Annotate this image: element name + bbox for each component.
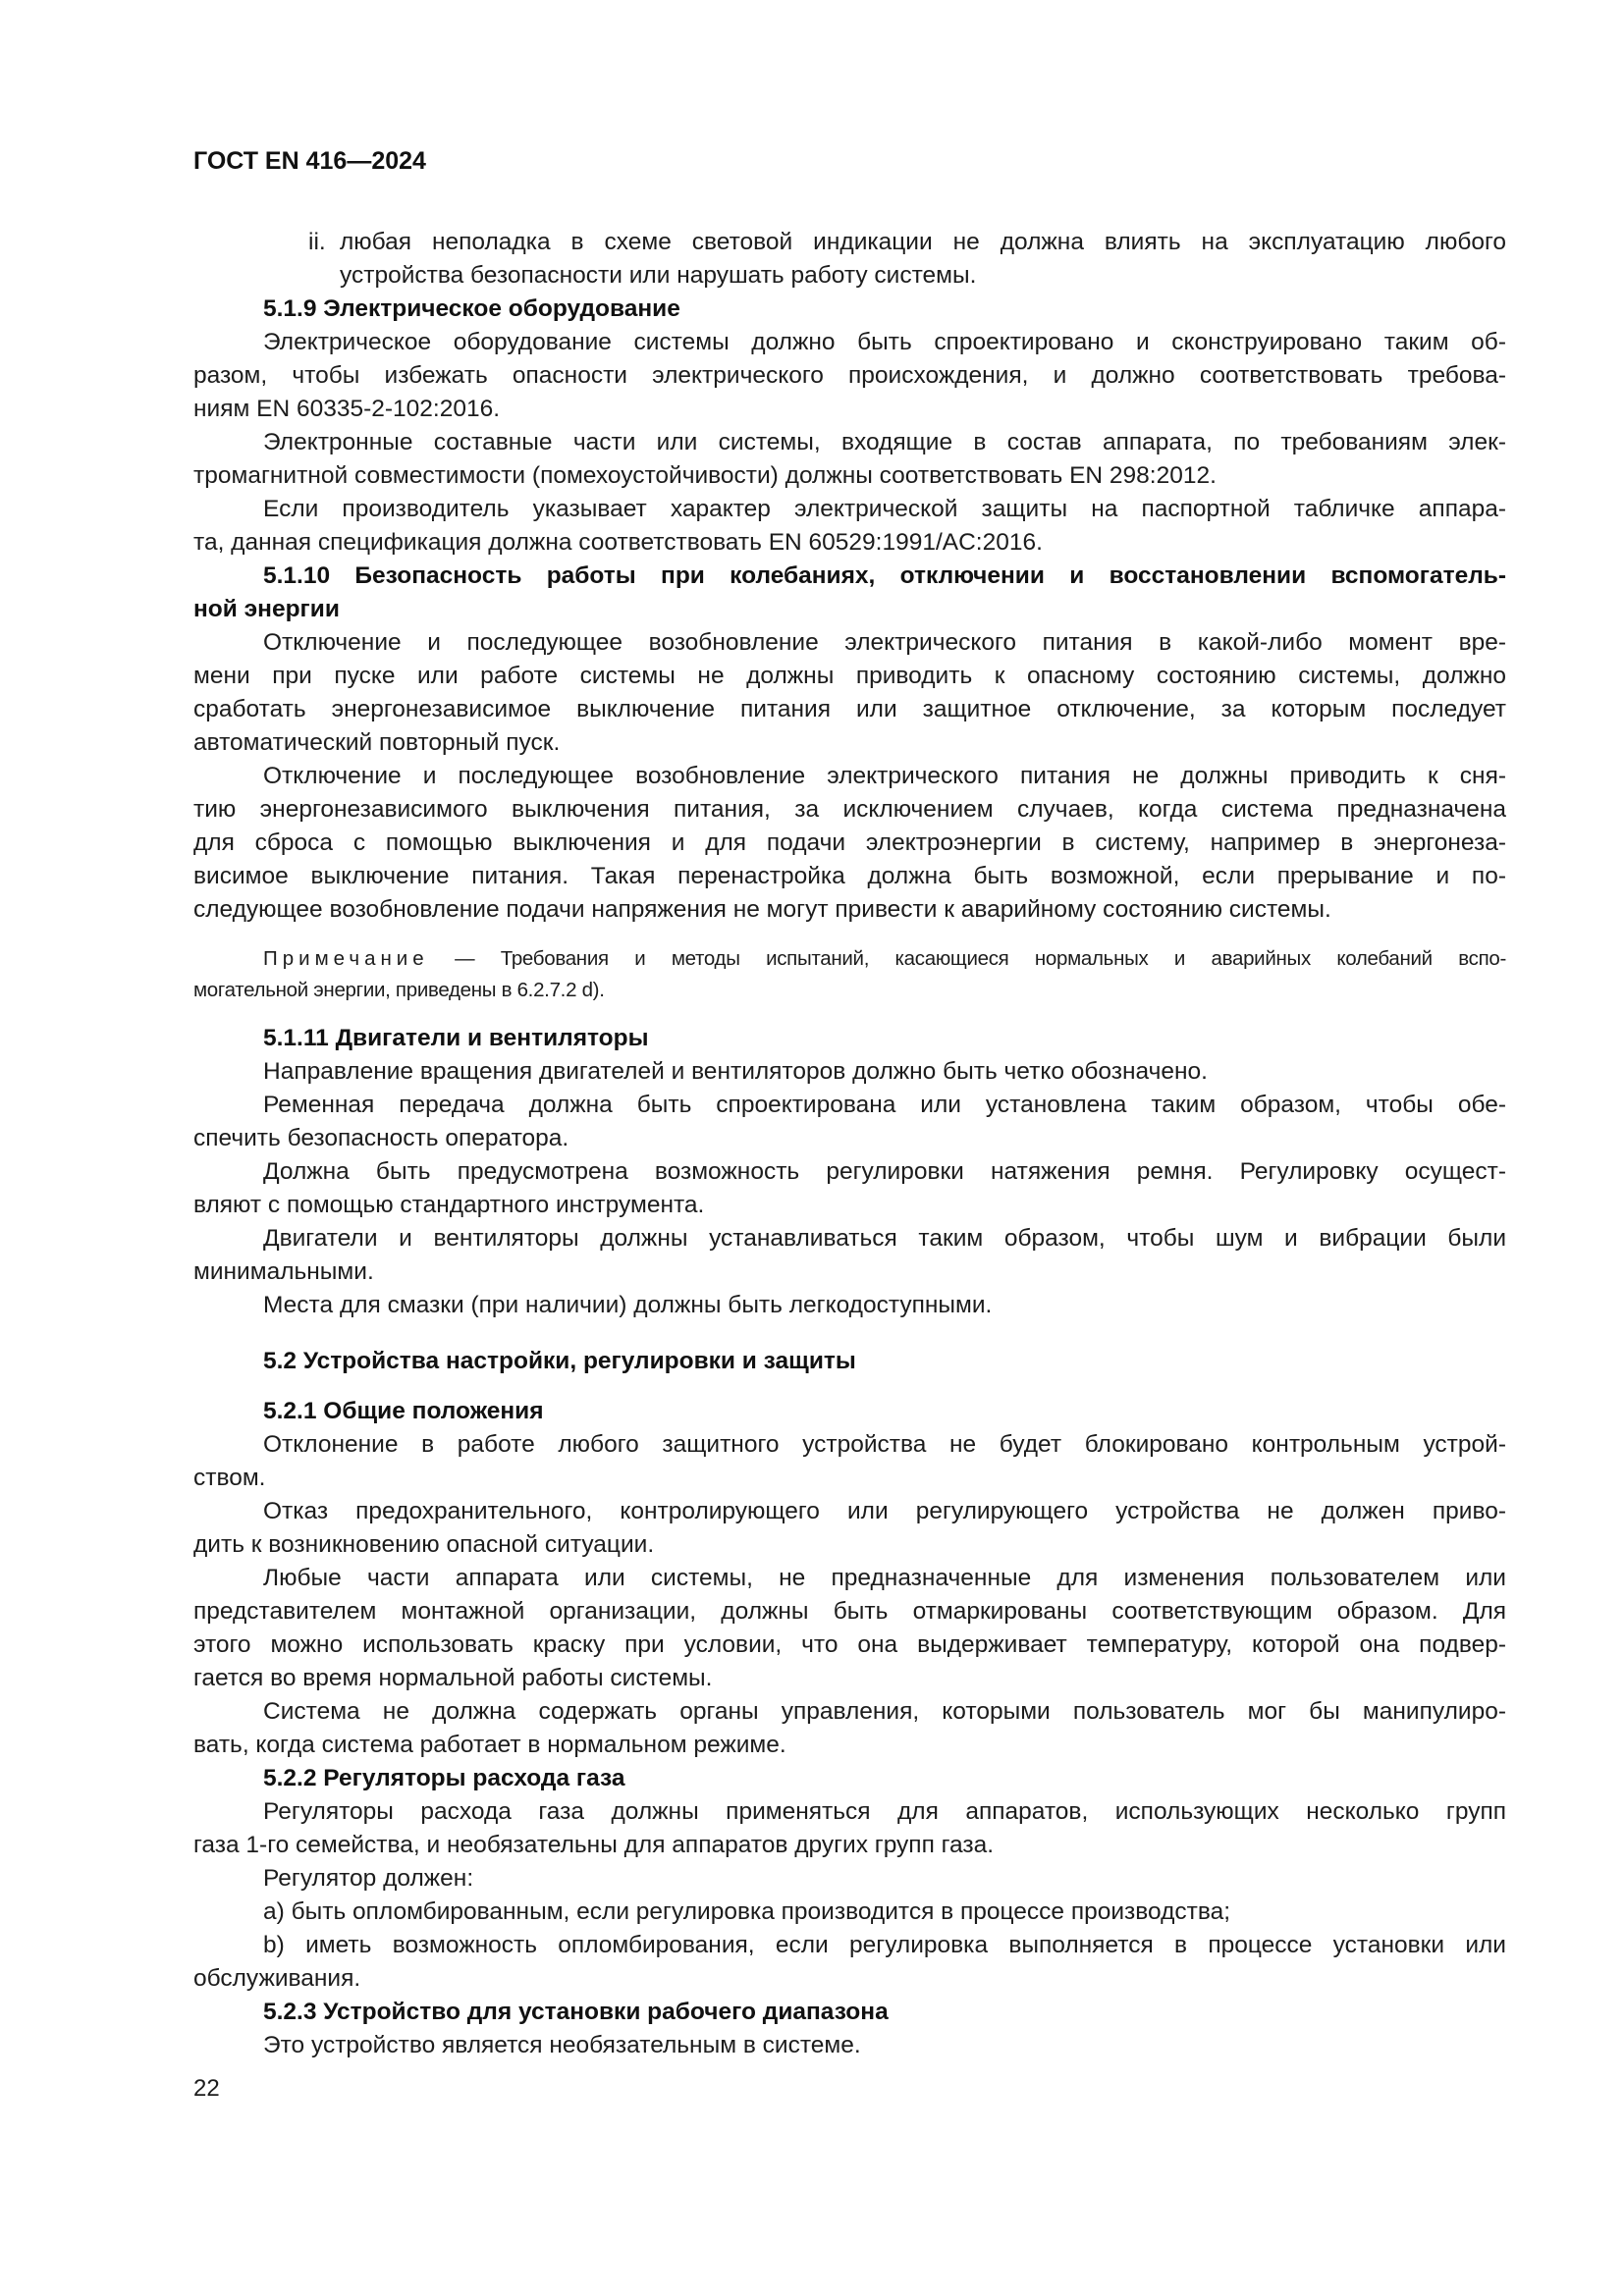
- list-item-b-cont: обслуживания.: [193, 1965, 361, 1992]
- paragraph-line: вляют с помощью стандартного инструмента.: [193, 1192, 705, 1218]
- list-item-a: a) быть опломбированным, если регулировка производится в процессе производства;: [263, 1898, 1231, 1925]
- note-line: могательной энергии, приведены в 6.2.7.2 d).: [193, 979, 605, 1001]
- paragraph-line: следующее возобновление подачи напряжения не могут привести к аварийному состоянию системы.: [193, 896, 1331, 923]
- paragraph-line: Система не должна содержать органы управления, которыми пользователь мог бы манипулиро-: [263, 1698, 1506, 1725]
- list-item-line: любая неполадка в схеме световой индикации не должна влиять на эксплуатацию любого: [340, 229, 1506, 255]
- paragraph-line: автоматический повторный пуск.: [193, 729, 561, 756]
- paragraph-line: ниям EN 60335-2-102:2016.: [193, 396, 501, 422]
- paragraph-line: вать, когда система работает в нормальном режиме.: [193, 1732, 786, 1758]
- paragraph-line: дить к возникновению опасной ситуации.: [193, 1531, 655, 1558]
- note-line: [263, 942, 1506, 976]
- paragraph-line: Любые части аппарата или системы, не предназначенные для изменения пользователем или: [263, 1565, 1506, 1591]
- paragraph-line: Регуляторы расхода газа должны применяться для аппаратов, использующих несколько групп: [263, 1798, 1506, 1825]
- list-item-b: b) иметь возможность опломбирования, если регулировка выполняется в процессе установки или: [263, 1932, 1506, 1958]
- paragraph-line: этого можно использовать краску при условии, что она выдерживает температуру, которой она подвер-: [193, 1631, 1506, 1658]
- paragraph-line: Это устройство является необязательным в системе.: [263, 2032, 861, 2058]
- page-number: 22: [193, 2075, 220, 2102]
- paragraph-line: представителем монтажной организации, должны быть отмаркированы соответствующим образом. Для: [193, 1598, 1506, 1625]
- paragraph-line: Места для смазки (при наличии) должны быть легкодоступными.: [263, 1292, 993, 1318]
- note-label: Примечание: [263, 947, 429, 970]
- paragraph-line: для сброса с помощью выключения и для подачи электроэнергии в систему, например в энергонеза-: [193, 829, 1506, 856]
- paragraph-line: Отклонение в работе любого защитного устройства не будет блокировано контрольным устрой-: [263, 1431, 1506, 1458]
- paragraph-line: Отключение и последующее возобновление электрического питания не должны приводить к сня-: [263, 763, 1506, 789]
- paragraph-line: гается во время нормальной работы системы.: [193, 1665, 713, 1691]
- paragraph-line: Направление вращения двигателей и вентиляторов должно быть четко обозначено.: [263, 1058, 1208, 1085]
- paragraph-line: Электрическое оборудование системы должно быть спроектировано и сконструировано таким об-: [263, 329, 1506, 355]
- paragraph-line: висимое выключение питания. Такая перенастройка должна быть возможной, если прерывание и по-: [193, 863, 1506, 889]
- paragraph-line: Отказ предохранительного, контролирующего или регулирующего устройства не должен приво-: [263, 1498, 1506, 1524]
- section-heading-5-2: 5.2 Устройства настройки, регулировки и защиты: [263, 1348, 856, 1374]
- section-heading-5-1-10: 5.1.10 Безопасность работы при колебаниях, отключении и восстановлении вспомогатель-: [263, 562, 1506, 589]
- paragraph-line: Двигатели и вентиляторы должны устанавливаться таким образом, чтобы шум и вибрации были: [263, 1225, 1506, 1252]
- section-heading-5-1-9: 5.1.9 Электрическое оборудование: [263, 295, 680, 322]
- paragraph-line: спечить безопасность оператора.: [193, 1125, 569, 1151]
- paragraph-line: та, данная спецификация должна соответствовать EN 60529:1991/AC:2016.: [193, 529, 1043, 556]
- paragraph-line: тию энергонезависимого выключения питания, за исключением случаев, когда система предназначена: [193, 796, 1506, 823]
- paragraph-line: Регулятор должен:: [263, 1865, 474, 1892]
- paragraph-line: Отключение и последующее возобновление электрического питания в какой-либо момент вре-: [263, 629, 1506, 656]
- paragraph-line: Должна быть предусмотрена возможность регулировки натяжения ремня. Регулировку осущест-: [263, 1158, 1506, 1185]
- note-text: — Требования и методы испытаний, касающиеся нормальных и аварийных колебаний вспо-: [428, 947, 1506, 970]
- section-heading-5-2-3: 5.2.3 Устройство для установки рабочего диапазона: [263, 1999, 889, 2025]
- paragraph-line: тромагнитной совместимости (помехоустойчивости) должны соответствовать EN 298:2012.: [193, 462, 1217, 489]
- paragraph-line: сработать энергонезависимое выключение питания или защитное отключение, за которым последует: [193, 696, 1506, 722]
- paragraph-line: газа 1-го семейства, и необязательны для аппаратов других групп газа.: [193, 1832, 995, 1858]
- paragraph-line: разом, чтобы избежать опасности электрического происхождения, и должно соответствовать требова-: [193, 362, 1506, 389]
- list-marker: ii.: [308, 229, 326, 255]
- document-header: ГОСТ EN 416—2024: [193, 147, 426, 175]
- section-heading-5-1-11: 5.1.11 Двигатели и вентиляторы: [263, 1025, 649, 1051]
- paragraph-line: ством.: [193, 1465, 266, 1491]
- section-heading-5-2-1: 5.2.1 Общие положения: [263, 1398, 544, 1424]
- paragraph-line: минимальными.: [193, 1258, 374, 1285]
- paragraph-line: мени при пуске или работе системы не должны приводить к опасному состоянию системы, должно: [193, 663, 1506, 689]
- section-heading-5-2-2: 5.2.2 Регуляторы расхода газа: [263, 1765, 625, 1791]
- list-item-line: устройства безопасности или нарушать работу системы.: [340, 262, 977, 289]
- paragraph-line: Ременная передача должна быть спроектирована или установлена таким образом, чтобы обе-: [263, 1092, 1506, 1118]
- section-heading-5-1-10-cont: ной энергии: [193, 596, 340, 622]
- paragraph-line: Электронные составные части или системы, входящие в состав аппарата, по требованиям элек-: [263, 429, 1506, 455]
- paragraph-line: Если производитель указывает характер электрической защиты на паспортной табличке аппара-: [263, 496, 1506, 522]
